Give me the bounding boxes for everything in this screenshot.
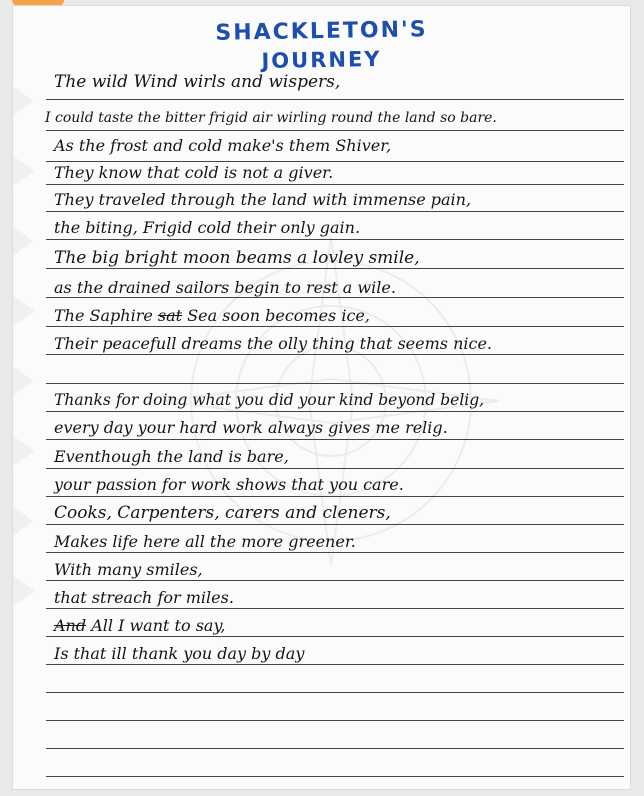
ruled-line <box>46 211 624 212</box>
poem-line: Makes life here all the more greener. <box>54 532 356 551</box>
lined-paper-sheet <box>13 6 630 789</box>
ruled-line <box>46 720 624 721</box>
poem-line-with-correction <box>54 306 370 326</box>
crossed-out-word: sat <box>157 306 183 325</box>
ruled-line <box>46 239 624 240</box>
ruled-line <box>46 776 624 777</box>
ruled-line <box>46 383 624 384</box>
title-line-1: SHACKLETON'S <box>215 17 428 46</box>
poem-text: All I want to say, <box>91 616 226 635</box>
ruled-line <box>46 608 624 609</box>
poem-line: Their peacefull dreams the olly thing that seems nice. <box>54 334 492 353</box>
ruled-line <box>46 161 624 162</box>
poem-line: They traveled through the land with immense pain, <box>54 190 472 209</box>
ruled-line <box>46 524 624 525</box>
poem-text: The Saphire <box>54 306 153 325</box>
poem-line: as the drained sailors begin to rest a wile. <box>54 278 396 297</box>
poem-line: Cooks, Carpenters, carers and cleners, <box>54 503 391 523</box>
poem-line: every day your hard work always gives me relig. <box>54 418 448 437</box>
poem-line: As the frost and cold make's them Shiver, <box>54 136 392 155</box>
poem-line: your passion for work shows that you care. <box>54 475 404 494</box>
ruled-line <box>46 580 624 581</box>
ruled-line <box>46 130 624 131</box>
ruled-line <box>46 326 624 327</box>
title-line-2: JOURNEY <box>261 46 382 74</box>
poem-line: Is that ill thank you day by day <box>54 644 305 663</box>
ruled-line <box>46 99 624 100</box>
ruled-line <box>46 184 624 185</box>
poem-line: They know that cold is not a giver. <box>54 163 334 182</box>
ruled-line <box>46 664 624 665</box>
ruled-line <box>46 748 624 749</box>
ruled-line <box>46 268 624 269</box>
poem-line: that streach for miles. <box>54 588 234 607</box>
poem-line-with-correction <box>54 616 225 636</box>
poem-line: Thanks for doing what you did your kind beyond belig, <box>54 391 485 409</box>
poem-line: The big bright moon beams a lovley smile, <box>54 248 420 268</box>
poem-line: the biting, Frigid cold their only gain. <box>54 218 361 237</box>
ruled-line <box>46 692 624 693</box>
ruled-line <box>46 496 624 497</box>
ruled-line <box>46 439 624 440</box>
ruled-line <box>46 354 624 355</box>
poem-line: Eventhough the land is bare, <box>54 447 289 466</box>
ruled-line <box>46 552 624 553</box>
poem-line: With many smiles, <box>54 560 203 579</box>
ruled-line <box>46 468 624 469</box>
ruled-line <box>46 636 624 637</box>
ruled-line <box>46 411 624 412</box>
poem-line: I could taste the bitter frigid air wirling round the land so bare. <box>45 110 497 126</box>
poem-line: The wild Wind wirls and wispers, <box>54 72 341 92</box>
crossed-out-word: And <box>54 616 87 635</box>
poem-text: Sea soon becomes ice, <box>187 306 370 325</box>
